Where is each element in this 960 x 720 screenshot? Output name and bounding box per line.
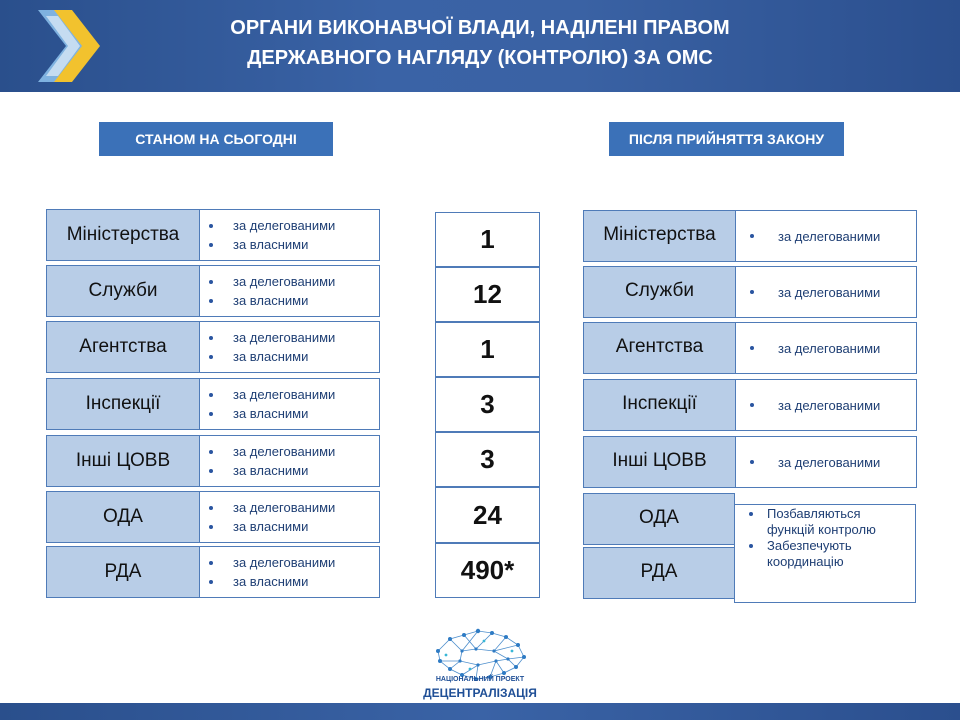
bullet-icon — [209, 469, 213, 473]
powers-item-text: за власними — [233, 349, 309, 364]
right-row — [583, 210, 917, 262]
agency-type-label: Інші ЦОВВ — [47, 436, 200, 486]
left-row — [46, 546, 380, 598]
agency-type-label: Інші ЦОВВ — [584, 437, 736, 487]
bullet-icon — [750, 460, 754, 464]
powers-item-text: за делегованими — [233, 387, 336, 402]
powers-item — [200, 291, 379, 310]
bullet-icon — [750, 403, 754, 407]
powers-item — [200, 235, 379, 254]
agency-type-label: РДА — [47, 547, 200, 597]
powers-item-text: за делегованими — [778, 454, 881, 470]
powers-item — [200, 442, 379, 461]
powers-item-text: за власними — [233, 519, 309, 534]
powers-item — [736, 339, 916, 358]
bullet-icon — [209, 336, 213, 340]
left-section-heading: СТАНОМ НА СЬОГОДНІ — [99, 122, 333, 156]
agency-type-label: ОДА — [47, 492, 200, 542]
header-bar — [0, 0, 960, 92]
agency-count: 1 — [435, 212, 540, 267]
agency-type-label: Міністерства — [584, 211, 736, 261]
powers-list — [736, 323, 916, 373]
project-caption-small: НАЦІОНАЛЬНИЙ ПРОЕКТ — [435, 676, 525, 683]
agency-count: 3 — [435, 377, 540, 432]
powers-item — [200, 216, 379, 235]
bullet-icon — [209, 243, 213, 247]
bullet-icon — [209, 224, 213, 228]
title-line-2: ДЕРЖАВНОГО НАГЛЯДУ (КОНТРОЛЮ) ЗА ОМС — [247, 47, 713, 69]
powers-item-text: за власними — [233, 406, 309, 421]
right-row — [583, 322, 917, 374]
agency-type-label: Агентства — [584, 323, 736, 373]
agency-type-label: Міністерства — [47, 210, 200, 260]
powers-item — [200, 517, 379, 536]
powers-list — [200, 322, 379, 372]
right-row — [583, 379, 917, 431]
note-item — [735, 538, 915, 570]
note-item — [735, 506, 915, 538]
powers-item-text: за власними — [233, 293, 309, 308]
powers-item-text: за власними — [233, 574, 309, 589]
powers-item-text: за делегованими — [233, 444, 336, 459]
powers-list — [200, 436, 379, 486]
left-row — [46, 435, 380, 487]
powers-list — [200, 379, 379, 429]
agency-type-label: Служби — [584, 267, 736, 317]
powers-list — [736, 267, 916, 317]
bullet-icon — [750, 346, 754, 350]
bullet-icon — [209, 355, 213, 359]
powers-list — [200, 210, 379, 260]
left-row — [46, 209, 380, 261]
powers-item-text: за делегованими — [233, 500, 336, 515]
agency-type-label: ОДА — [584, 494, 734, 544]
powers-item-text: за делегованими — [233, 218, 336, 233]
powers-item-text: за делегованими — [778, 284, 881, 300]
powers-list — [200, 266, 379, 316]
left-row — [46, 265, 380, 317]
bullet-icon — [209, 525, 213, 529]
powers-item — [736, 396, 916, 415]
powers-item — [736, 453, 916, 472]
powers-item-text: за делегованими — [233, 555, 336, 570]
powers-item-text: за власними — [233, 463, 309, 478]
left-row — [46, 378, 380, 430]
bullet-icon — [209, 299, 213, 303]
powers-item — [200, 404, 379, 423]
left-row — [46, 491, 380, 543]
agency-type-label: Інспекції — [584, 380, 736, 430]
page-title — [120, 13, 840, 73]
agency-type-label: Агентства — [47, 322, 200, 372]
bullet-icon — [750, 290, 754, 294]
bullet-icon — [209, 393, 213, 397]
powers-list — [736, 380, 916, 430]
footer-bar — [0, 703, 960, 720]
powers-list — [200, 492, 379, 542]
bullet-icon — [750, 234, 754, 238]
powers-item — [200, 498, 379, 517]
bullet-icon — [209, 450, 213, 454]
agency-count: 3 — [435, 432, 540, 487]
agency-count: 24 — [435, 487, 540, 543]
powers-list — [736, 211, 916, 261]
project-caption-main: ДЕЦЕНТРАЛІЗАЦІЯ — [423, 686, 537, 700]
right-row — [583, 493, 735, 545]
title-line-1: ОРГАНИ ВИКОНАВЧОЇ ВЛАДИ, НАДІЛЕНІ ПРАВОМ — [230, 17, 730, 39]
right-section-heading: ПІСЛЯ ПРИЙНЯТТЯ ЗАКОНУ — [609, 122, 844, 156]
agency-count: 1 — [435, 322, 540, 377]
powers-item — [200, 272, 379, 291]
bullet-icon — [209, 580, 213, 584]
right-row — [583, 266, 917, 318]
powers-item-text: за власними — [233, 237, 309, 252]
oda-rda-note — [734, 504, 916, 603]
agency-count: 12 — [435, 267, 540, 322]
powers-item-text: за делегованими — [778, 397, 881, 413]
powers-item — [200, 461, 379, 480]
bullet-icon — [209, 506, 213, 510]
right-row — [583, 436, 917, 488]
powers-item — [736, 283, 916, 302]
powers-item — [200, 553, 379, 572]
agency-type-label: Інспекції — [47, 379, 200, 429]
note-item-text: Позбавляються функцій контролю — [767, 506, 876, 537]
powers-item — [200, 347, 379, 366]
powers-item — [200, 572, 379, 591]
powers-list — [200, 547, 379, 597]
powers-item-text: за делегованими — [233, 330, 336, 345]
powers-item — [736, 227, 916, 246]
powers-item — [200, 385, 379, 404]
chevron-logo-icon — [34, 6, 104, 86]
powers-item-text: за делегованими — [778, 228, 881, 244]
powers-item — [200, 328, 379, 347]
powers-item-text: за делегованими — [233, 274, 336, 289]
note-item-text: Забезпечують координацію — [767, 538, 852, 569]
left-row — [46, 321, 380, 373]
powers-item-text: за делегованими — [778, 340, 881, 356]
bullet-icon — [209, 412, 213, 416]
agency-count: 490* — [435, 543, 540, 598]
right-row — [583, 547, 735, 599]
bullet-icon — [209, 561, 213, 565]
bullet-icon — [209, 280, 213, 284]
agency-type-label: Служби — [47, 266, 200, 316]
agency-type-label: РДА — [584, 548, 734, 598]
powers-list — [736, 437, 916, 487]
